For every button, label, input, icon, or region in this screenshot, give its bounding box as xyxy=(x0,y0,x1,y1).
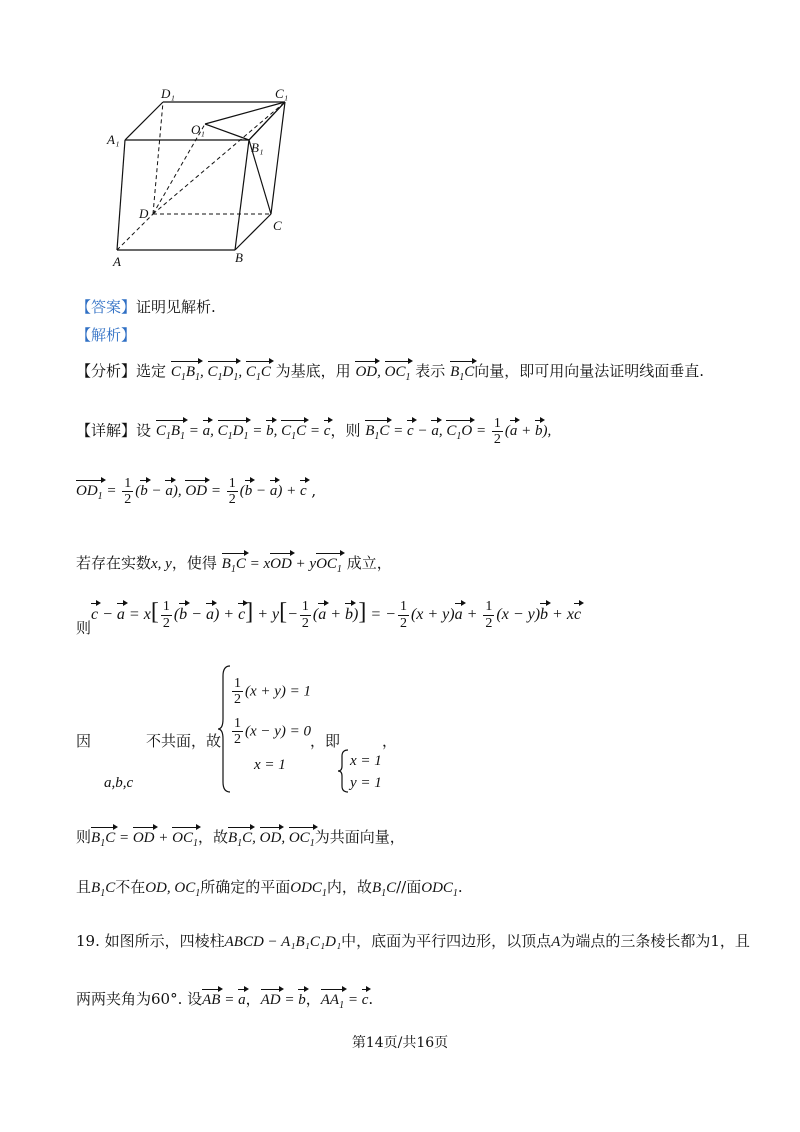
exist-text-1: 若存在实数 xyxy=(76,554,152,572)
od-line: $OD_1$ = $\frac{1}{2}$ (b − a), OD = $\frac{1}{2}$ (b − a) + c , xyxy=(76,476,317,508)
because-text-2: 不共面，故 xyxy=(146,732,222,750)
conclude-text-2: ，故 xyxy=(197,828,228,846)
conclude-text-3: 为共面向量， xyxy=(314,828,405,846)
final-line: 且$B_1C$不在OD, $OC_1$所确定的平面$ODC_1$内，故$B_1C//$面$ODC_1$. xyxy=(76,878,463,899)
fenxi-text-2: 为基底，用 xyxy=(275,362,351,380)
fenxi-line: 【分析】选定 $C_1B_1$, $C_1D_1$, $C_1C$ 为基底，用 OD, $OC_1$ 表示 $B_1C$向量，即可用向量法证明线面垂直. xyxy=(76,362,705,383)
then-label: 则 xyxy=(76,619,92,637)
system1-eq1: $\frac{1}{2}$ (x + y) = 1 xyxy=(234,676,312,708)
conclude-line: 则$B_1C$ = OD + $OC_1$，故$B_1C$, OD, $OC_1$为共面向量， xyxy=(76,828,405,849)
page-footer: 第14页/共16页 xyxy=(351,1035,449,1051)
problem-text-5: ， xyxy=(305,990,321,1008)
label-C: C xyxy=(273,218,282,233)
label-B: B xyxy=(235,250,243,265)
problem-text-3: 两两夹角为60°. 设 xyxy=(76,990,203,1008)
fenxi-tag: 【分析】 xyxy=(76,362,137,380)
problem-text-4: ， xyxy=(245,990,261,1008)
fenxi-text-4: 向量，即可用向量法证明线面垂直. xyxy=(474,362,705,380)
xiangjie-tag: 【详解】 xyxy=(76,421,137,440)
fenxi-text-3: 表示 xyxy=(415,362,446,380)
exist-vars: x, y xyxy=(151,556,172,572)
final-text-5: //面 xyxy=(396,878,422,896)
because-text-4: ， xyxy=(382,732,398,750)
xiangjie-line: 【详解】设 $C_1B_1 = a$, $C_1D_1 = b$, $C_1C = c$，则 $B_1C = c - a$, $C_1O$ = $\frac{1}{2}$ (a + b), xyxy=(76,416,552,448)
xiangjie-text-1: 设 xyxy=(136,421,152,440)
exist-text-3: 成立， xyxy=(346,554,392,572)
system1-eq2: $\frac{1}{2}$ (x − y) = 0 xyxy=(234,716,312,748)
final-text-2: 不在 xyxy=(115,878,146,896)
problem-text-6: . xyxy=(368,990,374,1008)
answer-tag: 【答案】 xyxy=(76,298,137,316)
because-text-3: ，即 xyxy=(310,732,341,750)
conclude-text-1: 则 xyxy=(76,828,92,846)
final-text-6: . xyxy=(457,878,463,896)
system1-eq3: x = 1 xyxy=(254,757,286,773)
exist-text-2: ，使得 xyxy=(171,554,217,572)
problem-line-1 xyxy=(76,932,750,951)
problem-prism-name: ABCD − A₁B₁C₁D₁ xyxy=(224,934,342,950)
label-O1: O₁ xyxy=(191,122,205,137)
label-A1: A₁ xyxy=(107,132,120,147)
label-D: D xyxy=(139,206,149,221)
problem-text-1: 中，底面为平行四边形，以顶点 xyxy=(341,932,552,950)
xiangjie-text-2: ，则 xyxy=(330,421,361,440)
final-text-3: 所确定的平面 xyxy=(200,878,291,896)
system2-eq2: y = 1 xyxy=(350,775,382,791)
prism-figure xyxy=(105,82,305,272)
system-brace-2 xyxy=(338,748,350,794)
answer-line xyxy=(76,298,216,316)
analysis-line xyxy=(76,326,136,344)
exist-line: 若存在实数x, y，使得 $B_1C$ = xOD + yOC$_1$ 成立， xyxy=(76,554,392,575)
because-vecs: a,b,c xyxy=(104,775,134,791)
expansion-line: 则c − a = x[ $\frac{1}{2}$ (b − a) + c] + y[− $\frac{1}{2}$ (a + b)] = − $\frac{1}{2}$ (x + y)a + $\frac{1}{2}$ (x − y)b + xc xyxy=(76,599,582,637)
because-text-1: 因 xyxy=(76,732,92,750)
analysis-tag: 【解析】 xyxy=(76,326,137,344)
problem-line-2: 两两夹角为60°. 设AB = a，AD = b，$AA_1 = c$. xyxy=(76,990,374,1011)
problem-vertex-A: A xyxy=(551,934,561,950)
answer-text: 证明见解析. xyxy=(136,298,216,316)
label-C1: C₁ xyxy=(275,86,289,101)
fenxi-text-1: 选定 xyxy=(136,362,167,380)
problem-number: 19. 如图所示，四棱柱 xyxy=(76,932,225,950)
system2-eq1: x = 1 xyxy=(350,753,382,769)
label-D1: D₁ xyxy=(161,86,175,101)
label-B1: B₁ xyxy=(251,140,264,155)
problem-text-2: 为端点的三条棱长都为1，且 xyxy=(560,932,750,950)
final-text-4: 内，故 xyxy=(326,878,372,896)
final-text-1: 且 xyxy=(76,878,92,896)
label-A: A xyxy=(113,254,121,269)
